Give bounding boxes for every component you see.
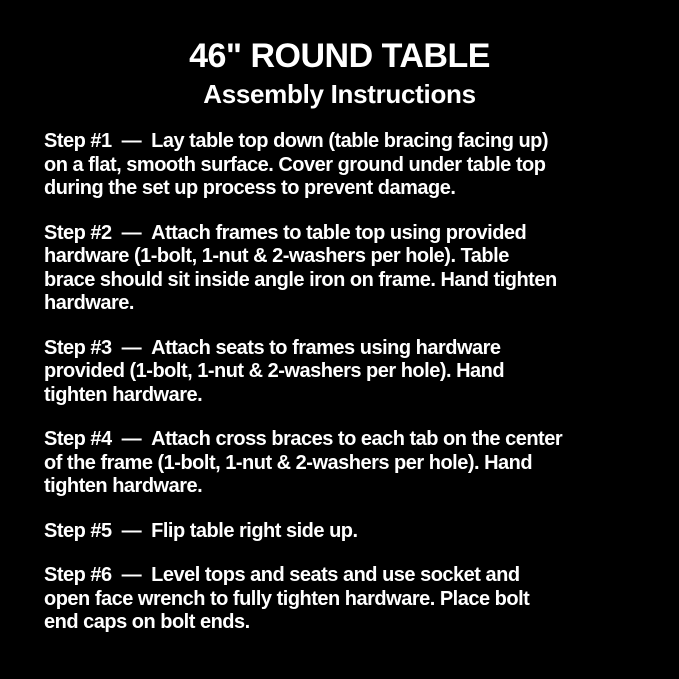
step-6-line-3: end caps on bolt ends.: [44, 611, 250, 633]
em-dash: —: [121, 519, 142, 542]
step-1-label: Step #1: [44, 130, 112, 152]
page-title: 46" ROUND TABLE: [189, 37, 490, 75]
step-3-line-2: provided (1-bolt, 1-nut & 2-washers per hole). Hand: [44, 360, 505, 382]
step-5-label: Step #5: [44, 519, 112, 542]
step-3-text: Attach seats to frames using hardware: [151, 336, 501, 359]
step-6-label: Step #6: [44, 564, 112, 586]
step-4-text: Attach cross braces to each tab on the center: [151, 428, 563, 450]
step-1-line-2: on a flat, smooth surface. Cover ground under table top: [44, 153, 546, 176]
page-subtitle: Assembly Instructions: [203, 79, 476, 109]
step-1-line-3: during the set up process to prevent damage.: [44, 177, 456, 199]
steps-list: [44, 130, 651, 635]
step-4-line-3: tighten hardware.: [44, 475, 203, 497]
step-2-text: Attach frames to table top using provided: [151, 221, 527, 244]
step-5-line-1: [44, 520, 651, 544]
step-4-label: Step #4: [44, 428, 112, 450]
step-2: [44, 222, 651, 316]
step-6-line-1: [44, 564, 651, 588]
step-2-line-3: brace should sit inside angle iron on frame. Hand tighten: [44, 268, 557, 291]
step-1-text: Lay table top down (table bracing facing up): [151, 130, 549, 152]
step-2-line-1: [44, 222, 651, 246]
step-6-text: Level tops and seats and use socket and: [151, 564, 520, 586]
step-2-line-2: hardware (1-bolt, 1-nut & 2-washers per hole). Table: [44, 245, 509, 267]
step-3-line-1: [44, 337, 651, 361]
step-4-line-1: [44, 428, 651, 452]
step-3-line-3: tighten hardware.: [44, 383, 203, 406]
step-6-line-2: open face wrench to fully tighten hardware. Place bolt: [44, 587, 530, 610]
em-dash: —: [121, 428, 142, 450]
step-3-label: Step #3: [44, 336, 112, 359]
step-4: [44, 428, 651, 499]
step-1: [44, 130, 651, 201]
step-1-line-1: [44, 130, 651, 154]
step-6: [44, 564, 651, 635]
em-dash: —: [121, 221, 142, 244]
header: [0, 0, 679, 109]
step-5: [44, 520, 651, 544]
em-dash: —: [121, 130, 142, 152]
step-2-label: Step #2: [44, 221, 112, 244]
step-4-line-2: of the frame (1-bolt, 1-nut & 2-washers per hole). Hand: [44, 451, 533, 474]
step-5-text: Flip table right side up.: [151, 519, 358, 542]
step-3: [44, 337, 651, 408]
em-dash: —: [121, 336, 142, 359]
step-2-line-4: hardware.: [44, 292, 134, 314]
em-dash: —: [121, 564, 142, 586]
